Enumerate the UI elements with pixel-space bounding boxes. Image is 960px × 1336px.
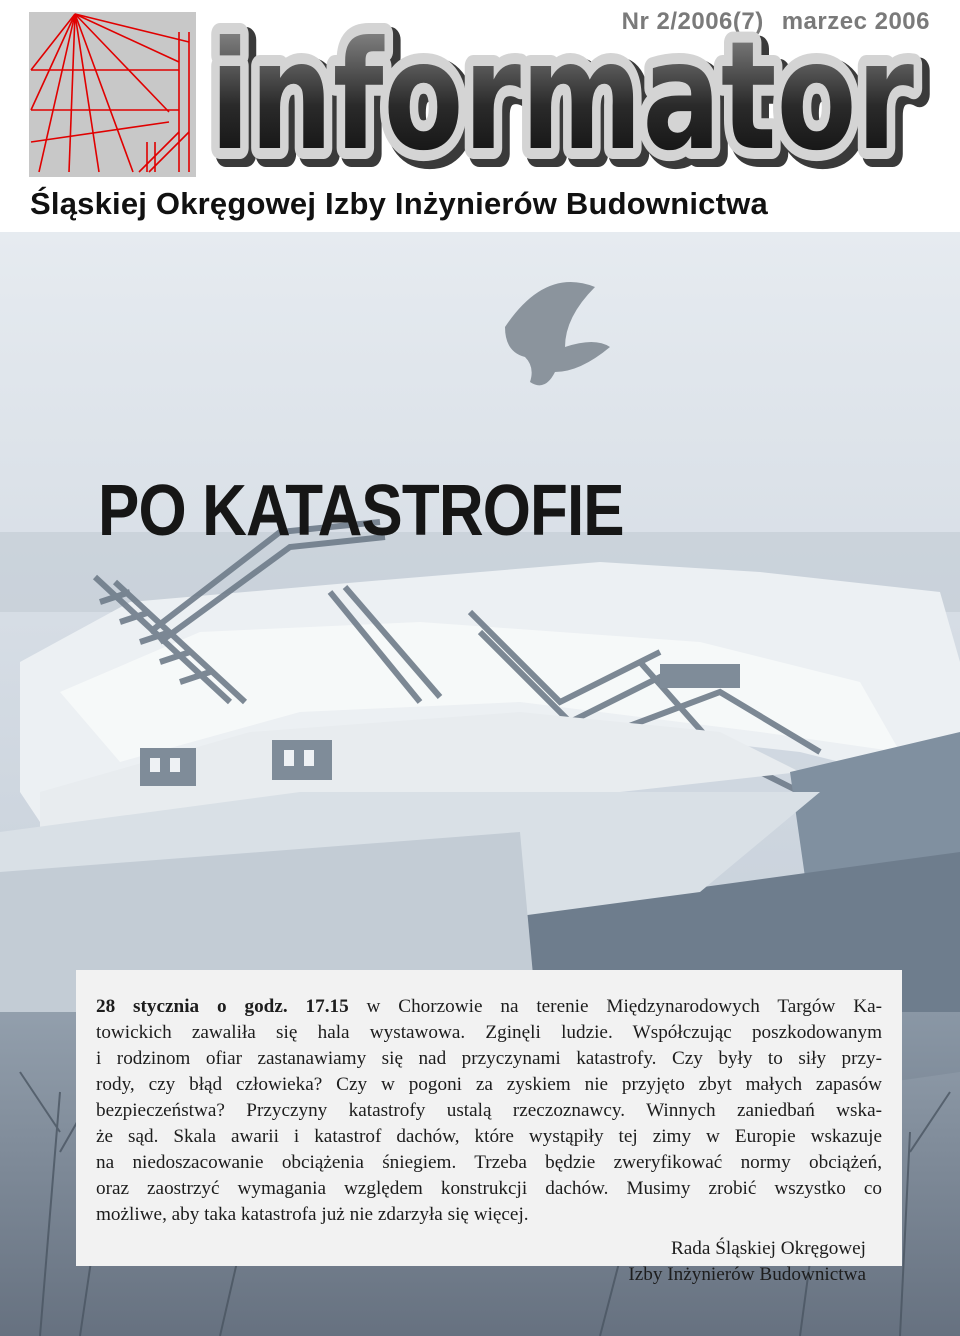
signature-line-1: Rada Śląskiej Okręgowej <box>670 1238 866 1259</box>
lead-date: 28 stycznia o godz. 17.15 <box>96 996 349 1017</box>
lead-line: oraz zaostrzyć wymagania względem konstrukcji dachów. Musimy zrobić wszystko co <box>96 1178 882 1199</box>
title-text: informator <box>210 22 915 172</box>
lead-line: że sąd. Skala awarii i katastrof dachów, które wystąpiły tej zimy w Europie wskazuje <box>96 1126 882 1147</box>
lead-paragraph <box>96 994 882 1228</box>
signature <box>628 1236 866 1288</box>
lead-line: rody, czy błąd człowieka? Czy w pogoni za zyskiem nie przyjęto zbyt małych zapasów <box>96 1074 882 1095</box>
lead-line: bezpieczeństwa? Przyczyny katastrofy ustalą rzeczoznawcy. Winnych zaniedbań wska- <box>96 1100 882 1121</box>
lead-line: towickich zawaliła się hala wystawowa. Zginęli ludzie. Współczując poszkodowanym <box>96 1022 882 1043</box>
lead-line: na niedoszacowanie obciążenia śniegiem. Trzeba będzie zweryfikować normy obciążeń, <box>96 1152 882 1173</box>
issue-date: marzec 2006 <box>781 8 930 35</box>
chamber-logo <box>27 10 198 179</box>
title-wordmark <box>204 22 930 177</box>
masthead <box>0 0 960 232</box>
lead-line: i rodzinom ofiar zastanawiamy się nad przyczynami katastrofy. Czy były to siły przy- <box>96 1048 882 1069</box>
bridge-logo-icon <box>29 12 196 177</box>
cover-headline: PO KATASTROFIE <box>98 471 624 551</box>
issue-number: Nr 2/2006(7) <box>621 8 764 35</box>
signature-line-2: Izby Inżynierów Budownictwa <box>628 1264 866 1285</box>
title-outline: informator <box>210 22 915 172</box>
title-shadow: informator <box>216 22 921 172</box>
chamber-name: Śląskiej Okręgowej Izby Inżynierów Budownictwa <box>30 186 768 221</box>
lead-line-1: w Chorzowie na terenie Międzynarodowych Targów Ka- <box>348 996 882 1017</box>
lead-line: możliwe, aby taka katastrofa już nie zdarzyła się więcej. <box>96 1204 529 1225</box>
